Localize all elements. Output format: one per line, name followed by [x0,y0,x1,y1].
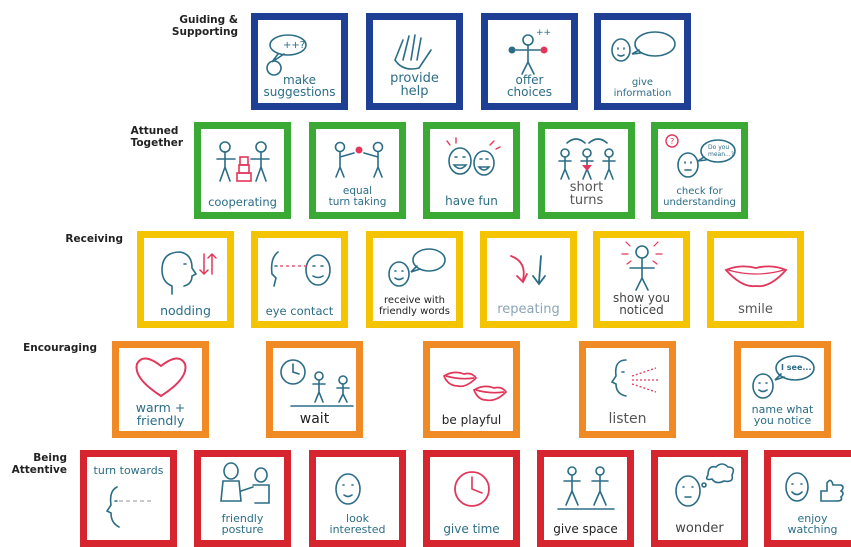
card-caption: have fun [445,194,498,209]
thumbs-up-face-icon [771,457,851,517]
card-check-for-understanding [651,122,748,219]
card-give-time [423,450,520,547]
card-caption: nodding [160,302,211,318]
playful-lips-icon [430,348,513,408]
card-show-you-noticed [593,231,690,328]
card-smile [707,231,804,328]
card-offer-choices [481,13,578,110]
card-friendly-posture [194,450,291,547]
svg-text:++: ++ [536,28,552,38]
row-label-encouraging: Encouraging [23,342,97,354]
noticing-person-icon [600,238,683,298]
card-caption: give information [613,77,672,99]
card-caption: enjoy watching [787,511,838,537]
card-caption: wait [299,411,330,428]
card-caption: warm + friendly [135,399,186,428]
card-enjoy-watching [764,450,851,547]
card-caption: receive with friendly words [379,295,450,317]
card-be-playful [423,341,520,438]
eye-contact-icon [258,238,341,298]
card-caption: equal turn taking [328,184,387,208]
speech-face-icon [601,20,684,80]
card-wonder [651,450,748,547]
card-caption: eye contact [265,303,334,318]
card-turn-towards [80,450,177,547]
clock-icon [430,457,513,517]
nodding-head-icon [144,238,227,298]
svg-text:I see...: I see... [781,363,812,372]
smiling-lips-icon [714,238,797,298]
card-caption: listen [608,411,647,428]
card-name-what-you-notice [734,341,831,438]
card-repeating [480,231,577,328]
i-see-icon [741,348,824,408]
interested-face-icon [316,457,399,517]
card-short-turns [538,122,635,219]
repeat-arrows-icon [487,238,570,298]
laughing-faces-icon [430,129,513,189]
choice-person-icon [488,20,571,80]
card-equal-turn-taking [309,122,406,219]
row-label-receiving: Receiving [65,233,123,245]
do-you-mean-icon [658,129,741,189]
card-provide-help [366,13,463,110]
card-caption: make suggestions [263,72,336,100]
card-have-fun [423,122,520,219]
svg-text:?: ? [670,137,675,146]
row-label-attuned-together: Attuned Together [130,125,183,149]
card-caption: smile [738,302,773,318]
listening-face-icon [586,348,669,408]
card-caption: turn towards [93,464,164,477]
card-cooperating [194,122,291,219]
card-make-suggestions [251,13,348,110]
heart-icon [119,348,202,408]
passing-ball-icon [316,129,399,189]
walking-people-icon [544,457,627,517]
card-look-interested [309,450,406,547]
seated-pair-icon [201,457,284,517]
thinking-face-icon [258,20,341,80]
card-caption: look interested [329,511,386,537]
card-caption: provide help [390,70,439,100]
friendly-words-icon [373,238,456,298]
row-label-being-attentive: Being Attentive [11,452,67,476]
card-listen [579,341,676,438]
card-caption: cooperating [208,194,277,209]
card-caption: give time [443,522,500,537]
svg-text:++?: ++? [283,40,306,51]
card-caption: show you noticed [613,290,670,318]
wondering-face-icon [658,457,741,517]
card-nodding [137,231,234,328]
svg-text:Do youmean...?: Do you mean...? [708,144,734,158]
card-caption: repeating [497,302,560,318]
card-eye-contact [251,231,348,328]
card-warm-friendly [112,341,209,438]
card-caption: be playful [441,413,502,428]
card-wait [266,341,363,438]
card-caption: check for understanding [663,186,736,208]
card-caption: friendly posture [221,511,264,537]
card-caption: wonder [675,521,724,537]
card-caption: short turns [569,179,604,209]
card-caption: name what you notice [751,402,814,428]
row-label-guiding-supporting: Guiding & Supporting [171,14,238,38]
card-caption: give space [553,522,618,537]
card-give-space [537,450,634,547]
card-give-information [594,13,691,110]
card-caption: offer choices [506,72,553,100]
card-receive-with-friendly-words [366,231,463,328]
clock-waiting-icon [273,348,356,412]
building-together-icon [201,129,284,189]
